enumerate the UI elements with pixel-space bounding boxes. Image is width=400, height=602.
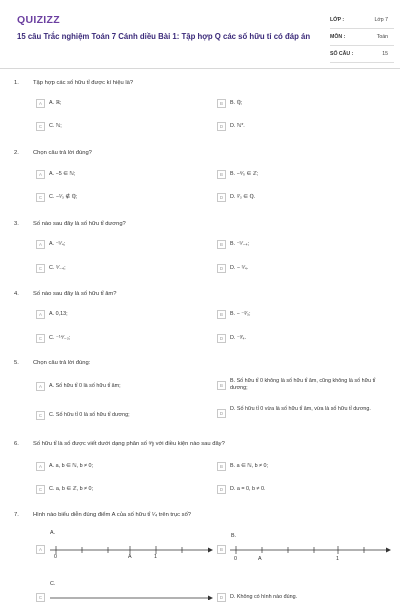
option-c[interactable] <box>36 193 77 202</box>
option-text: A. 0,13; <box>49 311 68 317</box>
option-letter-box: C <box>36 334 45 343</box>
option-b-label: B. <box>231 533 237 539</box>
header-divider <box>0 68 400 69</box>
meta-key: MÔN : <box>330 34 346 40</box>
option-letter-box: C <box>36 122 45 131</box>
option-letter-box: C <box>36 193 45 202</box>
option-text: A. ⁻⁵⁄₄; <box>49 241 66 247</box>
number-line-b <box>228 540 392 566</box>
option-letter-box: A <box>36 310 45 319</box>
option-b[interactable] <box>217 170 258 179</box>
option-letter-box: D <box>217 409 226 418</box>
meta-panel <box>330 12 394 63</box>
option-b[interactable] <box>217 462 268 471</box>
option-d[interactable] <box>217 334 246 343</box>
question-text: Tập hợp các số hữu tỉ được kí hiệu là? <box>33 80 134 86</box>
number-line-c <box>48 590 213 600</box>
option-letter-box: A <box>36 99 45 108</box>
option-d[interactable] <box>217 193 255 202</box>
option-text: B. ℚ; <box>230 100 243 106</box>
option-text: B. Số hữu tỉ 0 không là số hữu tỉ âm, cũng không là số hữu tỉ dương; <box>230 378 376 391</box>
meta-value: 15 <box>382 51 388 57</box>
meta-row-class <box>330 12 394 29</box>
option-b[interactable] <box>217 240 249 249</box>
number-line-point-label: A <box>258 556 262 562</box>
option-letter-box: B <box>217 240 226 249</box>
meta-value: Toán <box>376 34 388 40</box>
option-a[interactable] <box>36 99 61 108</box>
question-number: 4. <box>14 291 19 297</box>
option-text: C. −¹⁄₃ ∉ ℚ; <box>49 194 78 200</box>
option-text: A. −5 ∈ ℕ; <box>49 171 76 177</box>
option-letter-box: C <box>36 411 45 420</box>
option-text: B. − ⁻²⁄₃; <box>230 311 251 317</box>
number-line-point-label: A <box>128 554 132 560</box>
option-a[interactable] <box>36 382 121 391</box>
option-d[interactable] <box>217 264 248 273</box>
option-text: D. ⁻³⁄₄. <box>230 335 247 341</box>
option-letter-box: A <box>36 170 45 179</box>
option-text: C. ℕ; <box>49 123 62 129</box>
option-d[interactable] <box>217 122 245 131</box>
option-a[interactable] <box>36 310 68 319</box>
question-text: Chọn câu trả lời đúng? <box>33 150 92 156</box>
option-letter-box: A <box>36 240 45 249</box>
number-line-zero-label: 0 <box>54 554 57 560</box>
option-text: D. ²⁄₃ ∈ ℚ. <box>230 194 256 200</box>
option-letter-box: C <box>36 264 45 273</box>
question-number: 3. <box>14 221 19 227</box>
option-text: B. ⁻⁵⁄₋₄; <box>230 241 250 247</box>
option-text: A. Số hữu tỉ 0 là số hữu tỉ âm; <box>49 383 121 389</box>
option-letter-box: D <box>217 193 226 202</box>
number-line-one-label: 1 <box>336 556 339 562</box>
meta-key: SỐ CÂU : <box>330 51 354 57</box>
option-text: D. Số hữu tỉ 0 vừa là số hữu tỉ âm, vừa là số hữu tỉ dương. <box>230 406 371 412</box>
option-letter-box: D <box>217 334 226 343</box>
page-title: 15 câu Trắc nghiệm Toán 7 Cánh diều Bài 1: Tập hợp Q các số hữu tỉ có đáp án <box>17 32 311 41</box>
meta-key: LỚP : <box>330 17 345 23</box>
option-b[interactable] <box>217 310 250 319</box>
question-number: 5. <box>14 360 19 366</box>
option-b[interactable] <box>217 378 389 392</box>
option-b[interactable] <box>217 99 242 108</box>
option-d[interactable] <box>217 485 265 494</box>
option-d[interactable] <box>217 593 297 602</box>
question-text: Số nào sau đây là số hữu tỉ dương? <box>33 221 126 227</box>
question-text: Số nào sau đây là số hữu tỉ âm? <box>33 291 117 297</box>
option-text: B. −⁶⁄₅ ∈ ℤ; <box>230 171 259 177</box>
option-text: D. Không có hình nào đúng. <box>230 594 298 600</box>
meta-value: Lớp 7 <box>374 17 388 23</box>
option-text: A. a, b ∈ ℕ, b ≠ 0; <box>49 463 94 469</box>
question-number: 6. <box>14 441 19 447</box>
question-text: Chọn câu trả lời đúng: <box>33 360 91 366</box>
question-text: Hình nào biểu diễn đúng điểm A của số hữu tỉ ¹⁄₄ trên trục số? <box>33 512 192 518</box>
number-line-a <box>48 540 213 566</box>
option-text: C. ⁻¹⁴⁄₋₃; <box>49 335 71 341</box>
option-letter-box: B <box>217 462 226 471</box>
option-letter-box: A <box>36 462 45 471</box>
option-a[interactable] <box>36 240 65 249</box>
number-line-zero-label: 0 <box>234 556 237 562</box>
option-c[interactable] <box>36 122 62 131</box>
question-number: 7. <box>14 512 19 518</box>
option-c[interactable] <box>36 264 66 273</box>
option-letter-box: D <box>217 485 226 494</box>
option-c[interactable]: C <box>36 593 45 602</box>
option-letter-box: D <box>217 122 226 131</box>
option-text: D. ℕ*. <box>230 123 245 129</box>
question-text: Số hữu tỉ là số được viết dưới dạng phân số ᵃ⁄ᵦ với điều kiện nào sau đây? <box>33 441 225 447</box>
option-letter-box: B <box>217 381 226 390</box>
quizizz-logo: QUIZIZZ <box>17 14 60 26</box>
option-letter-box: D <box>217 593 226 602</box>
option-letter-box: D <box>217 264 226 273</box>
option-a[interactable] <box>36 170 75 179</box>
option-letter-box: A <box>36 382 45 391</box>
option-a[interactable]: A <box>36 545 45 554</box>
number-line-one-label: 1 <box>154 554 157 560</box>
option-a[interactable] <box>36 462 93 471</box>
option-letter-box: B <box>217 99 226 108</box>
option-a-label: A. <box>50 530 56 536</box>
option-b[interactable]: B <box>217 545 226 554</box>
option-c[interactable] <box>36 485 93 494</box>
option-text: C. ⁵⁄₋₄; <box>49 265 66 271</box>
option-text: C. a, b ∈ ℤ, b ≠ 0; <box>49 486 94 492</box>
option-text: B. a ∈ ℕ, b ≠ 0; <box>230 463 269 469</box>
meta-row-subject <box>330 29 394 46</box>
option-letter-box: B <box>217 170 226 179</box>
option-text: D. − ⁵⁄₄. <box>230 265 249 271</box>
question-number: 1. <box>14 80 19 86</box>
option-text: A. ℝ; <box>49 100 62 106</box>
option-c[interactable] <box>36 334 70 343</box>
option-text: D. a = 0, b ≠ 0. <box>230 486 266 492</box>
option-c[interactable] <box>36 411 130 420</box>
option-c-label: C. <box>50 581 56 587</box>
option-d[interactable] <box>217 406 389 418</box>
option-text: C. Số hữu tỉ 0 là số hữu tỉ dương; <box>49 412 130 418</box>
option-letter-box: C <box>36 485 45 494</box>
option-letter-box: B <box>217 310 226 319</box>
meta-row-count <box>330 46 394 63</box>
question-number: 2. <box>14 150 19 156</box>
